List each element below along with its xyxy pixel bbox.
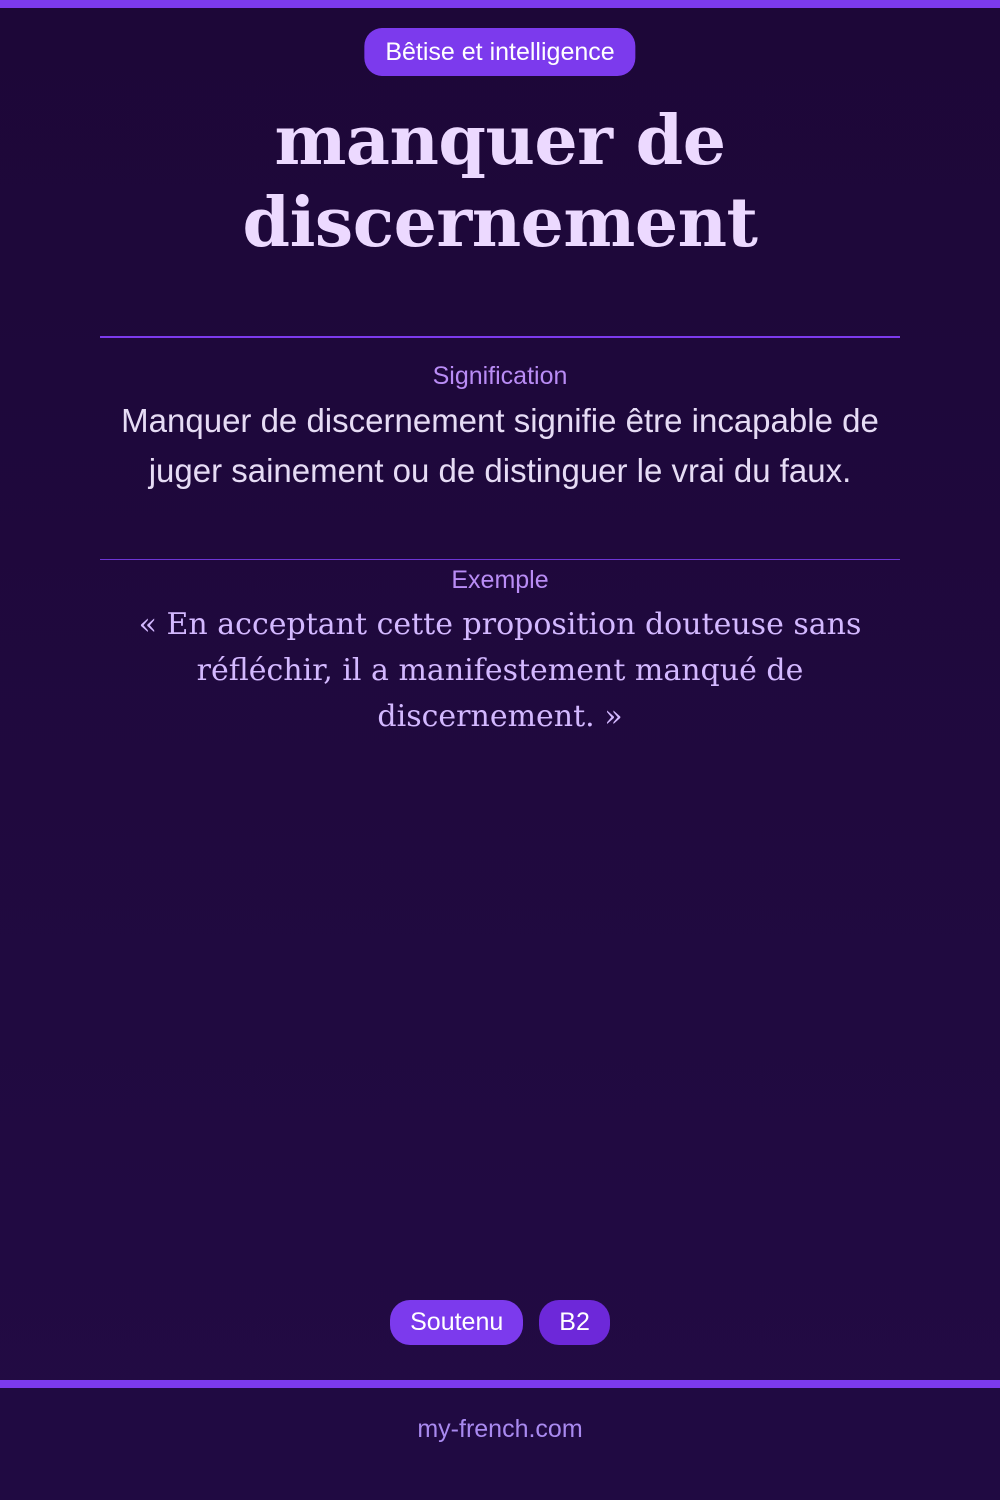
level-tag: B2: [539, 1300, 610, 1345]
bottom-accent-bar: [0, 1380, 1000, 1388]
expression-title: manquer de discernement: [242, 101, 758, 263]
meaning-label: Signification: [432, 362, 568, 390]
tag-list: [0, 1300, 1000, 1345]
register-tag: Soutenu: [390, 1300, 523, 1345]
top-accent-bar: [0, 0, 1000, 8]
category-badge: Bêtise et intelligence: [364, 28, 635, 76]
example-text: « En acceptant cette proposition douteuse sans réfléchir, il a manifestement manqué de discernement. »: [138, 607, 862, 734]
divider-top: [100, 336, 900, 338]
footer-site-link[interactable]: my-french.com: [417, 1415, 583, 1443]
divider-middle: [100, 559, 900, 560]
footer: [0, 1388, 1000, 1500]
meaning-text: Manquer de discernement signifie être incapable de juger sainement ou de distinguer le vrai du faux.: [121, 402, 879, 489]
example-label: Exemple: [451, 566, 549, 594]
